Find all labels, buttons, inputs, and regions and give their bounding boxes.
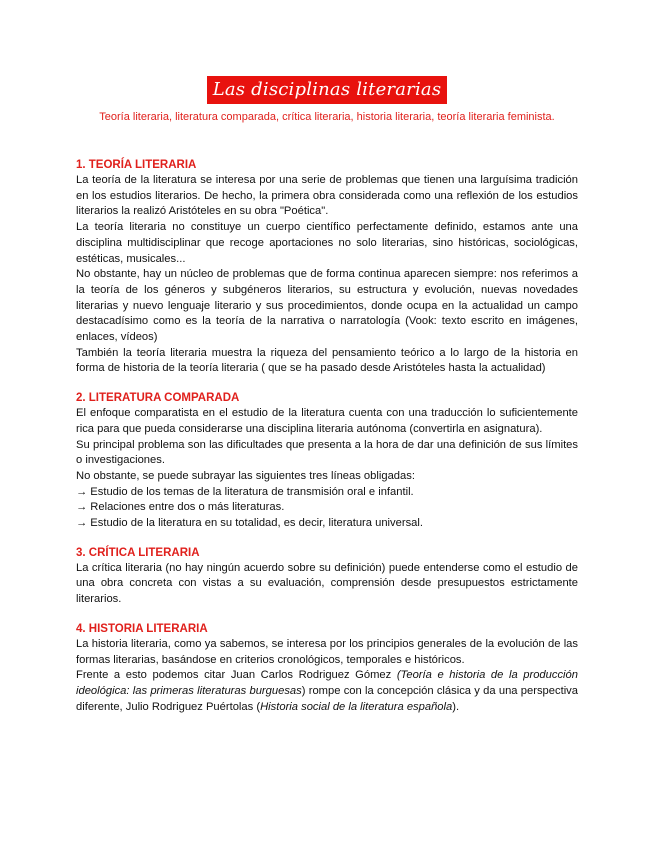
paragraph: La teoría literaria no constituye un cuerpo científico perfectamente definido, estamos ante una disciplina multidisciplinar que recoge aportaciones no solo literarias, sino históricas, sociológicas, estéticas, musicales... xyxy=(76,221,578,265)
section-literatura-comparada xyxy=(76,391,578,532)
paragraph: La teoría de la literatura se interesa por una serie de problemas que tienen una larguísima tradición en los estudios literarios. De hecho, la primera obra considerada como una reflexión de los estudios literarios la realizó Aristóteles en su obra "Poética". xyxy=(76,174,578,218)
section-teoria-literaria xyxy=(76,158,578,377)
paragraph-citations xyxy=(76,668,578,715)
book-title-italic: Historia social de la literatura española xyxy=(260,700,453,713)
section-title: 2. LITERATURA COMPARADA xyxy=(76,392,240,405)
text-run: ) rompe con la concepción clásica y da una perspectiva diferente, Julio Rodriguez Puértolas ( xyxy=(76,684,578,713)
document-page xyxy=(76,76,578,715)
paragraph: La crítica literaria (no hay ningún acuerdo sobre su definición) puede entenderse como el estudio de una obra concreta con vistas a su evaluación, comprensión desde presupuestos estrictamente literarios. xyxy=(76,561,578,606)
subtitle: Teoría literaria, literatura comparada, crítica literaria, historia literaria, teoría literaria feminista. xyxy=(99,111,555,123)
list-item: → Estudio de los temas de la literatura de transmisión oral e infantil. xyxy=(76,485,414,498)
paragraph: No obstante, hay un núcleo de problemas que de forma continua aparecen siempre: nos referimos a la teoría de los géneros y subgéneros literarios, su estructura y evolución, nuevas novedades literarias y nuevo lenguaje literario y sus procedimientos, donde ocupa en la actualidad un campo destacadísimo como es la teoría de la narrativa o narratología (Vook: texto escrito en imágenes, enlaces, vídeos) xyxy=(76,268,578,344)
section-historia-literaria xyxy=(76,622,578,716)
section-title: 4. HISTORIA LITERARIA xyxy=(76,622,208,635)
paragraph: La historia literaria, como ya sabemos, se interesa por los principios generales de la evolución de las formas literarias, basándose en criterios cronológicos, temporales e históricos. xyxy=(76,637,578,666)
text-run: ). xyxy=(452,700,460,713)
text-run: Frente a esto podemos citar Juan Carlos Rodriguez Gómez xyxy=(76,669,397,682)
section-critica-literaria xyxy=(76,546,578,608)
paragraph: También la teoría literaria muestra la riqueza del pensamiento teórico a lo largo de la historia en forma de historia de la teoría literaria ( que se ha pasado desde Aristóteles hasta la actualidad) xyxy=(76,346,578,375)
section-title: 1. TEORÍA LITERARIA xyxy=(76,159,197,171)
paragraph: Su principal problema son las dificultades que presenta a la hora de dar una definición de sus límites o investigaciones. xyxy=(76,438,578,467)
list-item: → Estudio de la literatura en su totalidad, es decir, literatura universal. xyxy=(76,517,423,530)
paragraph: El enfoque comparatista en el estudio de la literatura cuenta con una traducción lo suficientemente rica para que pueda considerarse una disciplina literaria autónoma (convertirla en asignatura). xyxy=(76,407,578,435)
book-title-italic: (Teoría e historia de la producción ideológica: las primeras literaturas burguesas xyxy=(76,669,578,697)
title-wrap xyxy=(76,76,578,104)
list-item: → Relaciones entre dos o más literaturas. xyxy=(76,501,285,514)
page-title: Las disciplinas literarias xyxy=(207,76,448,104)
paragraph: No obstante, se puede subrayar las siguientes tres líneas obligadas: xyxy=(76,469,415,482)
section-title: 3. CRÍTICA LITERARIA xyxy=(76,546,200,559)
